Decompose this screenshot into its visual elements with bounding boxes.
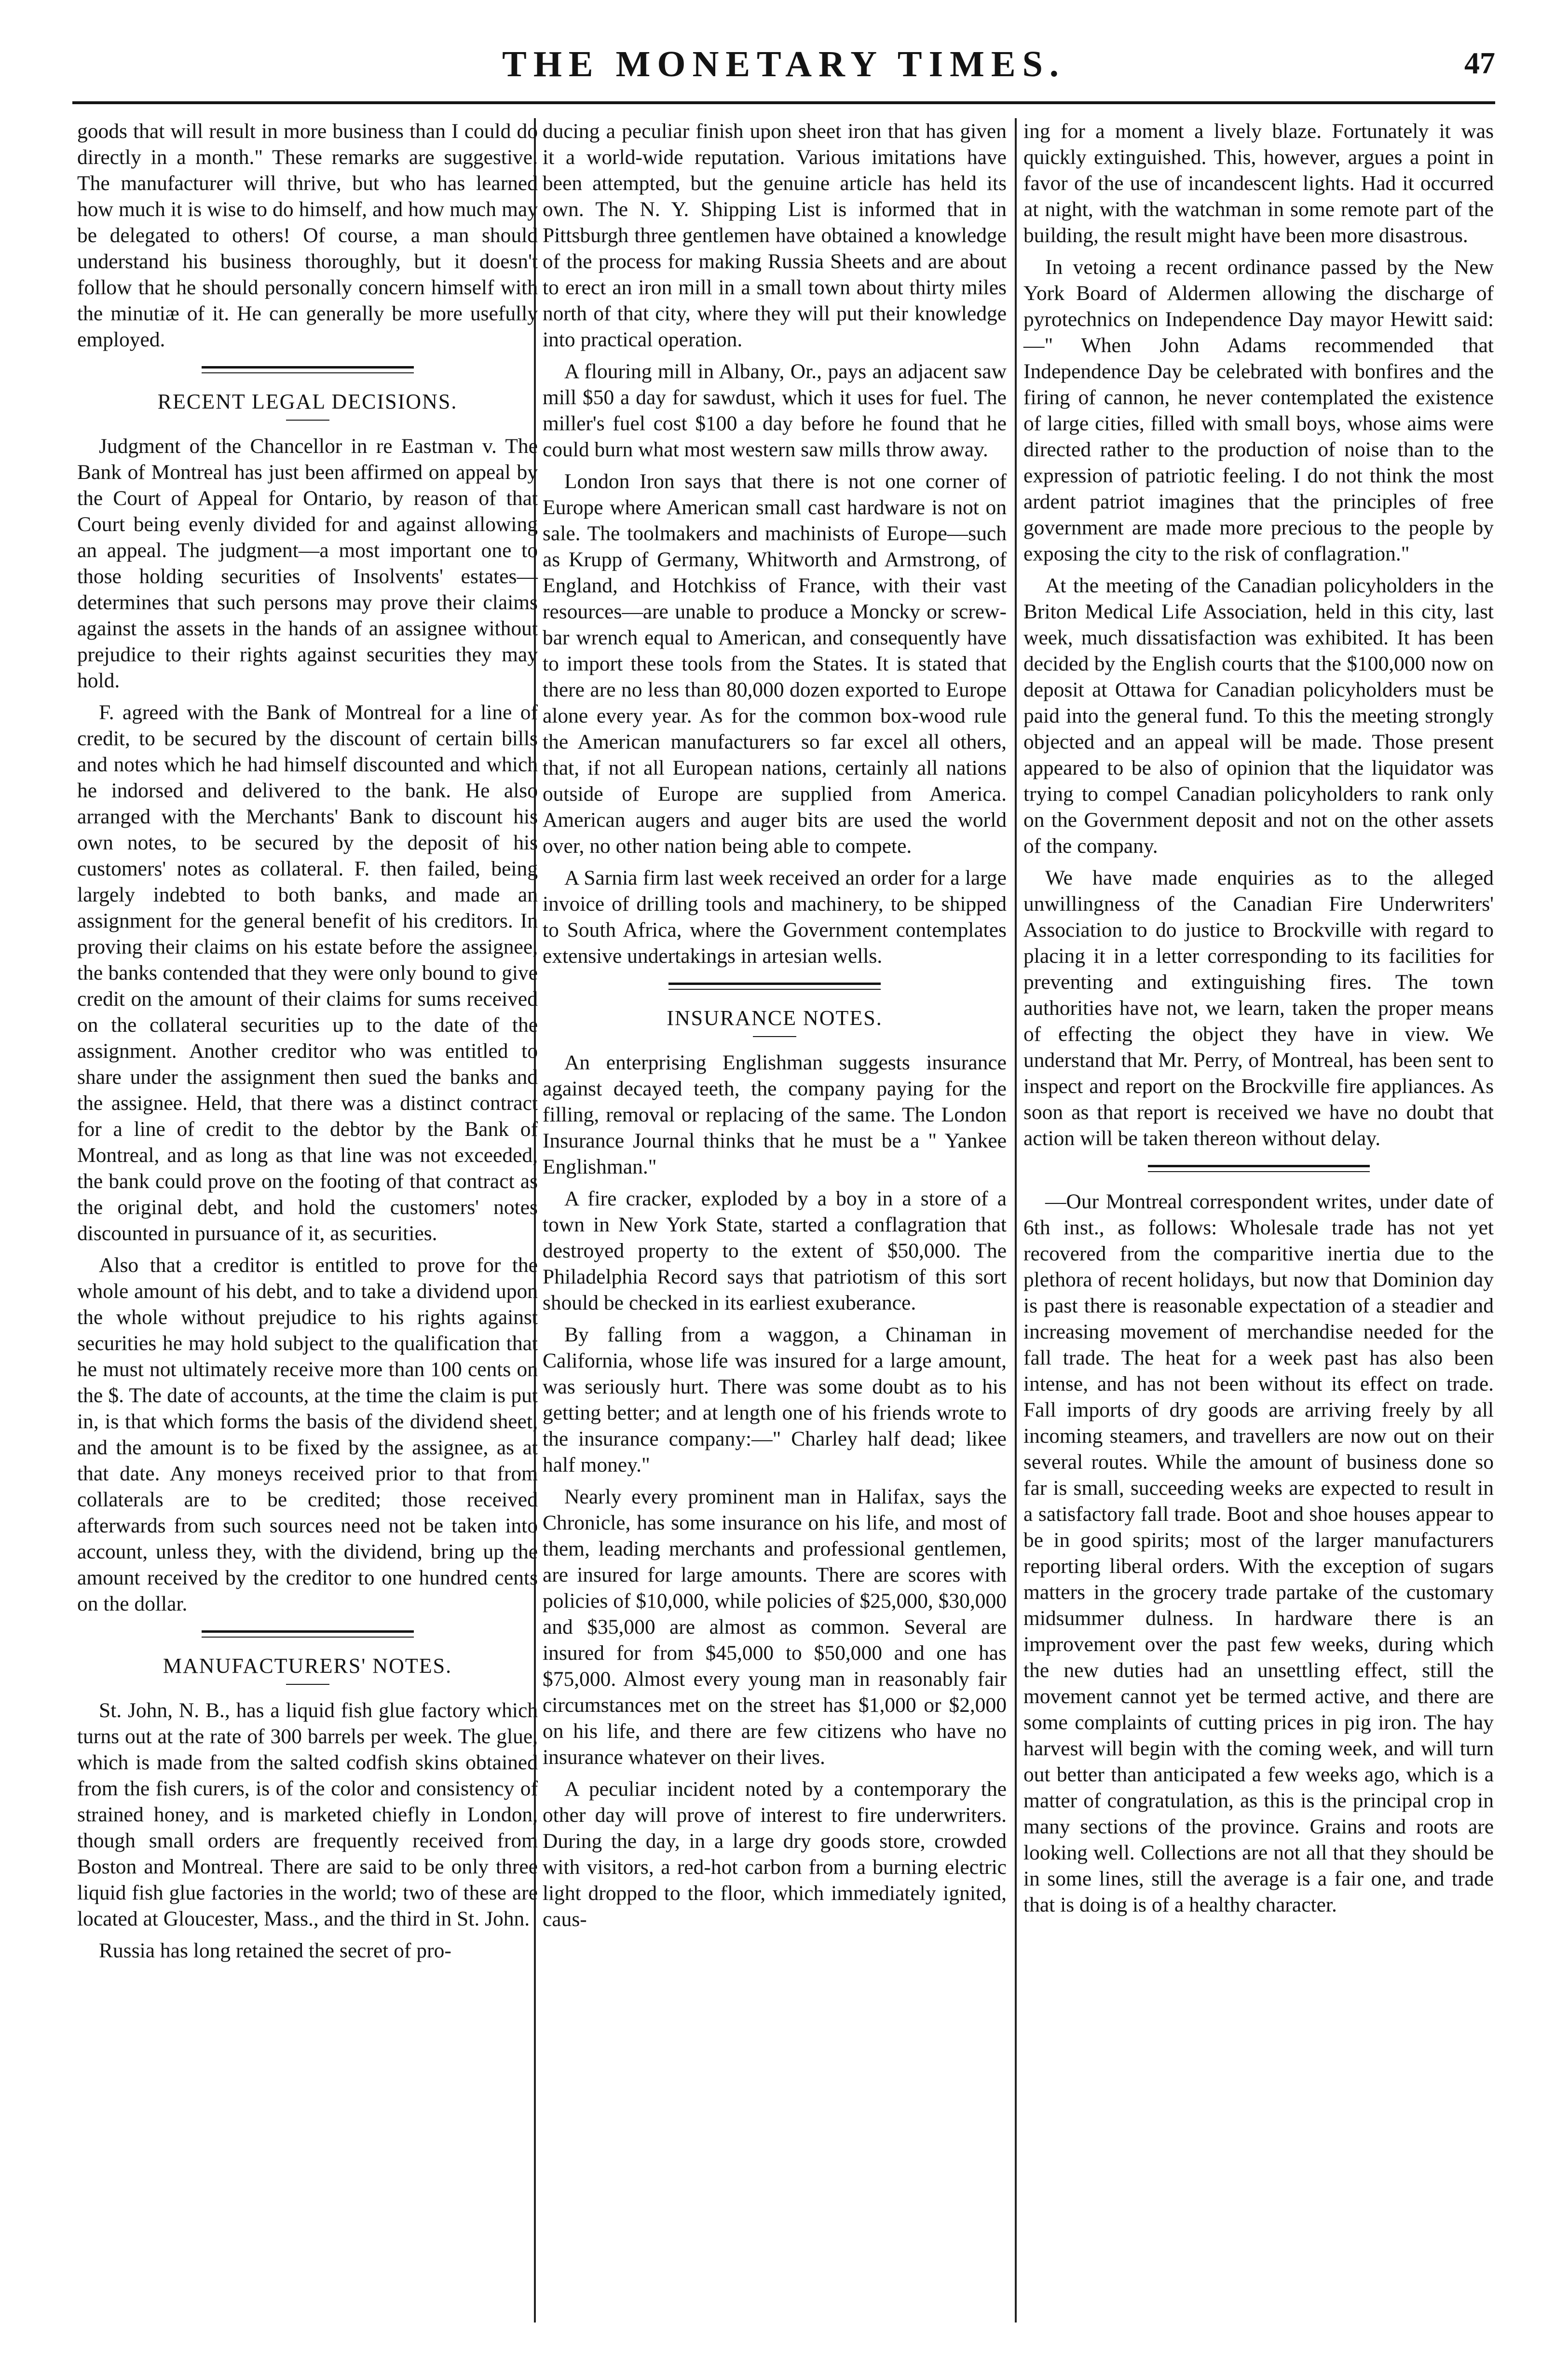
paragraph: An enterprising Englishman suggests insurance against decayed teeth, the company paying for the filling, removal or replacing of the same. The London Insurance Journal thinks that he must be a " Yankee Englishman." [543,1051,1007,1178]
paragraph: —Our Montreal correspondent writes, under date of 6th inst., as follows: Wholesale trade has not yet recovered from the comparitive inertia due to the plethora of recent holidays, but now that Dominion day is past there is reasonable expectation of a steadier and increasing movement of merchandise needed for the fall trade. The heat for a week past has also been intense, and has not been without its effect on trade. Fall imports of dry goods are arriving freely by all incoming steamers, and travellers are now out on their several routes. While the amount of business done so far is small, succeeding weeks are expected to result in a satisfactory fall trade. Boot and shoe houses appear to be in good spirits; most of the larger manufacturers reporting liberal orders. With the exception of sugars matters in the grocery trade partake of the customary midsummer dulness. In hardware there is an improvement over the past few weeks, during which the new duties had an unsettling effect, still the movement cannot yet be termed active, and there are some complaints of cutting prices in pig iron. The hay harvest will begin with the coming week, and will turn out better than anticipated a few weeks ago, which is a matter of congratulation, as this is the principal crop in many sections of the province. Grains and roots are looking well. Collections are not all that they should be in some lines, still the average is a fair one, and trade that is doing is of a healthy character. [1023,1190,1494,1916]
paragraph: A fire cracker, exploded by a boy in a store of a town in New York State, started a conflagration that destroyed property to the extent of $50,000. The Philadelphia Record says that patriotism of this sort should be checked in its earliest exuberance. [543,1187,1007,1314]
heading-rule [286,1684,329,1685]
paragraph: Nearly every prominent man in Halifax, says the Chronicle, has some insurance on his life, and most of them, leading merchants and professional gentlemen, are insured for large amounts. There are scores with policies of $10,000, while policies of $25,000, $30,000 and $35,000 are almost as common. Several are insured for from $45,000 to $50,000 and one has $75,000. Almost every young man in reasonably fair circumstances met on the street has $1,000 or $2,000 on his life, and there are few citizens who have no insurance whatever on their lives. [543,1485,1007,1769]
paragraph: F. agreed with the Bank of Montreal for a line of credit, to be secured by the discount of certain bills and notes which he had himself discounted and which he indorsed and delivered to the bank. He also arranged with the Merchants' Bank to discount his own notes, to be secured by the deposit of his customers' notes as collateral. F. then failed, being largely indebted to both banks, and made an assignment for the general benefit of his creditors. In proving their claims on his estate before the assignee, the banks contended that they were only bound to give credit on the amount of their claims for sums received on the collateral securities up to the date of the assignment. Another creditor who was entitled to share under the assignment then sued the banks and the assignee. Held, that there was a distinct contract for a line of credit to the debtor by the Bank of Montreal, and as long as that line was not exceeded, the bank could prove on the footing of that contract as the original debt, and hold the customers' notes discounted in pursuance of it, as securities. [77,701,538,1245]
column-3 [1023,118,1494,1924]
section-divider [202,366,414,373]
paragraph: A peculiar incident noted by a contemporary the other day will prove of interest to fire underwriters. During the day, in a large dry goods store, crowded with visitors, a red-hot carbon from a burning electric light dropped to the floor, which immediately ignited, caus- [543,1777,1007,1931]
paragraph: A flouring mill in Albany, Or., pays an adjacent saw mill $50 a day for sawdust, which it uses for fuel. The miller's fuel cost $100 a day before he found that he could burn what most western saw mills throw away. [543,360,1007,461]
column-2 [543,118,1007,1938]
column-divider [1015,118,1017,2322]
section-heading-insurance-notes: INSURANCE NOTES. [667,1006,883,1030]
heading-rule [753,1036,796,1037]
paragraph: St. John, N. B., has a liquid fish glue factory which turns out at the rate of 300 barrels per week. The glue, which is made from the salted codfish skins obtained from the fish curers, is of the color and consistency of strained honey, and is marketed chiefly in London, though small orders are frequently received from Boston and Montreal. There are said to be only three liquid fish glue factories in the world; two of these are located at Gloucester, Mass., and the third in St. John. [77,1699,538,1930]
paragraph: London Iron says that there is not one corner of Europe where American small cast hardware is not on sale. The toolmakers and machinists of Europe—such as Krupp of Germany, Whitworth and Armstrong, of England, and Hotchkiss of France, with their vast resources—are unable to produce a Moncky or screw-bar wrench equal to American, and consequently have to import these tools from the States. It is stated that there are no less than 80,000 dozen exported to Europe alone every year. As for the common box-wood rule the American manufacturers so far excel all others, that, if not all European nations, certainly all nations outside of Europe are supplied from America. American augers and auger bits are used the world over, no other nation being able to compete. [543,470,1007,858]
paragraph: ducing a peculiar finish upon sheet iron that has given it a world-wide reputation. Various imitations have been attempted, but the genuine article has held its own. The N. Y. Shipping List is informed that in Pittsburgh three gentlemen have obtained a knowledge of the process for making Russia Sheets and are about to erect an iron mill in a small town about thirty miles north of that city, where they will put their knowledge into practical operation. [543,120,1007,351]
paragraph: Also that a creditor is entitled to prove for the whole amount of his debt, and to take a dividend upon the whole without prejudice to his rights against securities he may hold subject to the qualification that he must not ultimately receive more than 100 cents on the $. The date of accounts, at the time the claim is put in, is that which forms the basis of the dividend sheet, and the amount is to be fixed by the assignee, as at that date. Any moneys received prior to that from collaterals are to be credited; those received afterwards from such sources need not be taken into account, unless they, with the dividend, bring up the amount received by the creditor to one hundred cents on the dollar. [77,1254,538,1615]
section-heading-legal-decisions: RECENT LEGAL DECISIONS. [157,390,458,413]
heading-rule [286,420,329,421]
masthead [72,29,1495,106]
paragraph: ing for a moment a lively blaze. Fortunately it was quickly extinguished. This, however, argues a point in favor of the use of incandescent lights. Had it occurred at night, with the watchman in some remote part of the building, the result might have been more disastrous. [1023,120,1494,247]
paragraph: Russia has long retained the secret of pro- [99,1939,451,1962]
paragraph: At the meeting of the Canadian policyholders in the Briton Medical Life Association, held in this city, last week, much dissatisfaction was exhibited. It has been decided by the English courts that the $100,000 now on deposit at Ottawa for Canadian policyholders must be paid into the general fund. To this the meeting strongly objected and an appeal will be made. Those present appeared to be also of opinion that the liquidator was trying to compel Canadian policyholders to rank only on the Government deposit and not on the other assets of the company. [1023,574,1494,858]
paragraph: Judgment of the Chancellor in re Eastman v. The Bank of Montreal has just been affirmed on appeal by the Court of Appeal for Ontario, by reason of that Court being evenly divided for and against allowing an appeal. The judgment—a most important one to those holding securities of Insolvents' estates—determines that such persons may prove their claims against the assets in the hands of an assignee without prejudice to their rights against securities they may hold. [77,435,538,692]
newspaper-title: THE MONETARY TIMES. [502,44,1065,84]
paragraph: We have made enquiries as to the alleged unwillingness of the Canadian Fire Underwriters' Association to do justice to Brockville with regard to placing it in a letter corresponding to its facilities for preventing and extinguishing fires. The town authorities have not, we learn, taken the proper means of effecting the object they have in view. We understand that Mr. Perry, of Montreal, has been sent to inspect and report on the Brockville fire appliances. As soon as that report is received we have no doubt that action will be taken thereon without delay. [1023,866,1494,1150]
paragraph: A Sarnia firm last week received an order for a large invoice of drilling tools and machinery, to be shipped to South Africa, where the Government contemplates extensive undertakings in artesian wells. [543,866,1007,968]
section-divider [1148,1165,1370,1172]
section-heading-manufacturers-notes: MANUFACTURERS' NOTES. [163,1654,452,1678]
section-divider [202,1630,414,1638]
paragraph: By falling from a waggon, a Chinaman in California, whose life was insured for a large amount, was seriously hurt. There was some doubt as to his getting better; and at length one of his friends wrote to the insurance company:—" Charley half dead; likee half money." [543,1323,1007,1476]
paragraph: goods that will result in more business than I could do directly in a month." These remarks are suggestive. The manufacturer will thrive, but who has learned how much it is wise to do himself, and how much may be delegated to others! Of course, a man should understand his business thoroughly, but it doesn't follow that he should personally concern himself with the minutiæ of it. He can generally be more usefully employed. [77,120,538,351]
masthead-rule [72,101,1495,104]
section-divider [668,983,881,990]
paragraph: In vetoing a recent ordinance passed by the New York Board of Aldermen allowing the discharge of pyrotechnics on Independence Day mayor Hewitt said:—" When John Adams recommended that Independence Day be celebrated with bonfires and the firing of cannon, he never contemplated the existence of large cities, filled with small boys, whose aims were directed rather to the production of noise than to the expression of patriotic feeling. I do not think the most ardent patriot imagines that the principles of free government are made more precious to the people by exposing the city to the risk of conflagration." [1023,256,1494,565]
column-1 [77,118,538,1969]
page-number: 47 [1464,46,1495,80]
